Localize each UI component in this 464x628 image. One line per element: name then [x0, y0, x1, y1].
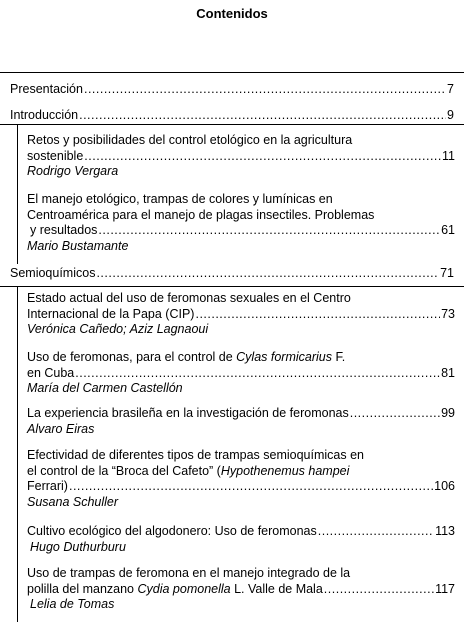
entry-title-line: en Cuba: [27, 365, 75, 380]
entry-title-line: El manejo etológico, trampas de colores y lumínicas en: [27, 192, 333, 206]
dot-leader: [96, 266, 439, 280]
entry-title-line: Uso de trampas de feromona en el manejo integrado de la: [27, 566, 351, 580]
entry-title-line: Retos y posibilidades del control etológico en la agricultura: [27, 133, 353, 147]
left-bracket-introduccion: [17, 124, 18, 264]
species-name: Hypothenemus hampei: [220, 463, 350, 478]
page-number: 81: [441, 365, 455, 380]
dot-leader: [98, 223, 440, 239]
entry-title-line: La experiencia brasileña en la investigación de feromonas: [27, 406, 349, 420]
entry-author: Verónica Cañedo; Aziz Lagnaoui: [27, 322, 209, 336]
toc-section-introduccion[interactable]: [10, 108, 454, 122]
page-number: 113: [435, 524, 455, 538]
entry-author: Mario Bustamante: [27, 238, 129, 253]
toc-entry-manzano[interactable]: [27, 566, 455, 613]
dot-leader: [195, 307, 440, 323]
dot-leader: [350, 406, 440, 422]
page-number: 11: [442, 148, 455, 163]
toc-entry-retos[interactable]: [27, 133, 455, 180]
entry-author: María del Carmen Castellón: [27, 381, 183, 395]
entry-title-line: [27, 350, 455, 366]
entry-title-line: Estado actual del uso de feromonas sexuales en el Centro: [27, 291, 351, 305]
toc-entry-brasil[interactable]: [27, 406, 455, 437]
toc-entry-algodonero[interactable]: [27, 524, 455, 555]
title-text: polilla del manzano: [27, 581, 138, 596]
toc-entry-broca[interactable]: [27, 448, 455, 510]
entry-title-line: sostenible: [27, 148, 84, 163]
entry-author: Hugo Duthurburu: [30, 539, 126, 554]
entry-title-line: Ferrari): [27, 479, 68, 493]
entry-author: Lelia de Tomas: [30, 597, 115, 611]
entry-title-line: [27, 464, 455, 480]
page-title: Contenidos: [196, 6, 268, 21]
title-text: L. Valle de Mala: [230, 581, 323, 596]
toc-entry-cylas[interactable]: [27, 350, 455, 397]
species-name: Cylas formicarius: [236, 350, 333, 364]
section-label: Presentación: [10, 82, 83, 96]
dot-leader: [318, 524, 434, 540]
title-text: Uso de feromonas, para el control de: [27, 350, 237, 364]
top-rule: [0, 72, 464, 73]
section-label: Introducción: [10, 108, 79, 122]
entry-title-line: Efectividad de diferentes tipos de trampas semioquímicas en: [27, 448, 364, 462]
entry-author: Alvaro Eiras: [27, 421, 95, 436]
title-text: F.: [332, 350, 346, 364]
toc-entry-manejo[interactable]: [27, 192, 455, 254]
dot-leader: [324, 582, 434, 598]
toc-section-presentacion[interactable]: [10, 82, 454, 96]
page-number: 106: [434, 479, 455, 493]
dot-leader: [79, 108, 446, 122]
section-label: Semioquímicos: [10, 266, 96, 280]
page-number: 99: [441, 406, 455, 420]
entry-title-line: Centroamérica para el manejo de plagas insectiles. Problemas: [27, 207, 375, 222]
page-number: 9: [447, 108, 454, 122]
semioquimicos-rule: [0, 286, 464, 287]
species-name: Cydia pomonella: [137, 581, 231, 596]
introduccion-rule: [0, 124, 464, 125]
entry-title-line: Cultivo ecológico del algodonero: Uso de feromonas: [27, 524, 317, 538]
entry-author: Rodrigo Vergara: [27, 164, 119, 178]
left-bracket-semioquimicos: [17, 286, 18, 622]
toc-entry-estado[interactable]: [27, 291, 455, 338]
page-number: 73: [441, 306, 455, 321]
entry-title-line: [27, 582, 323, 598]
dot-leader: [84, 82, 446, 96]
entry-title-line: Internacional de la Papa (CIP): [27, 306, 195, 321]
entry-author: Susana Schuller: [27, 494, 119, 509]
page-number: 61: [441, 223, 455, 237]
dot-leader: [69, 479, 433, 495]
dot-leader: [75, 366, 440, 382]
page-number: 71: [440, 266, 454, 280]
page-number: 117: [435, 581, 455, 596]
toc-section-semioquimicos[interactable]: [10, 266, 454, 280]
title-text: el control de la “Broca del Cafeto” (: [27, 463, 221, 478]
dot-leader: [84, 149, 441, 165]
entry-title-line: y resultados: [30, 223, 98, 237]
page-number: 7: [447, 82, 454, 96]
